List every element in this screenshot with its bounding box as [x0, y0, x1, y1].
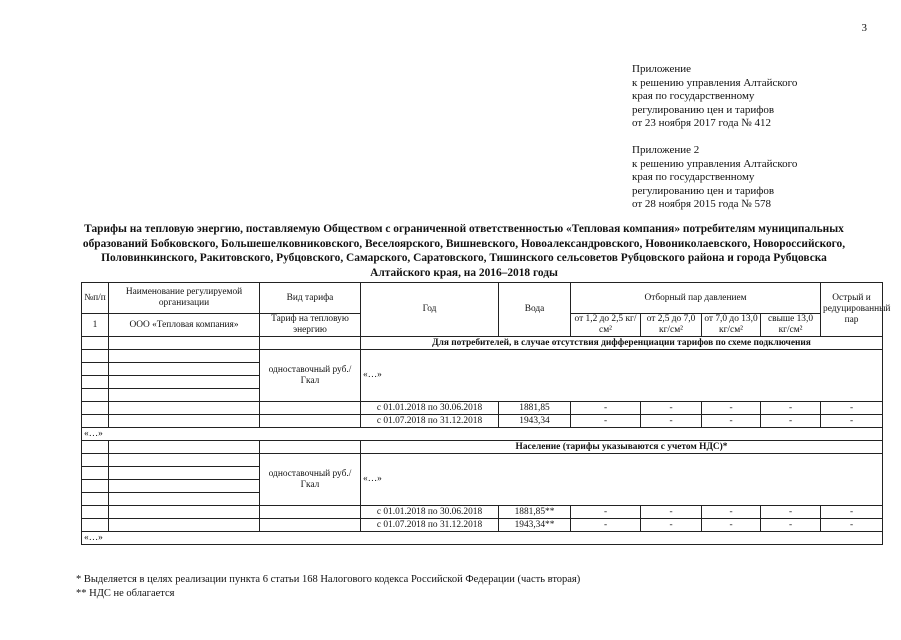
steam-value: - [641, 519, 702, 532]
appendix-1-line: Приложение [632, 63, 692, 75]
water-value: 1881,85** [499, 506, 571, 519]
section-title-row [82, 441, 883, 454]
period: с 01.01.2018 по 30.06.2018 [361, 506, 499, 519]
appendix-1-line: регулированию цен и тарифов [632, 103, 775, 116]
footnote: ** НДС не облагается [76, 588, 175, 599]
col-header-steam-1: от 1,2 до 2,5 кг/см² [571, 314, 641, 337]
steam-value: - [571, 402, 641, 415]
document-title: Тарифы на тепловую энергию, поставляемую Обществом с ограниченной ответственностью «Тепловая компания» потребителям муниципальных образований Бобковского, Большешелковниковского, Веселоярского, Вишневского, Новоалександровского, Новониколаевского, Новороссийского, Половинкинского, Ракитовского, Рубцовского, Самарского, Саратовского, Тишинского сельсоветов Рубцовского района и города Рубцовска Алтайского края, на 2016–2018 годы [82, 223, 846, 279]
sharp-value: - [821, 506, 883, 519]
appendix-2-line: регулированию цен и тарифов [632, 184, 775, 197]
sharp-value: - [821, 415, 883, 428]
col-header-water: Вода [499, 283, 571, 337]
header-row [82, 283, 883, 314]
table-row [82, 415, 883, 428]
steam-value: - [761, 519, 821, 532]
table-row [82, 402, 883, 415]
col-header-tariff-kind: Вид тарифа [260, 283, 361, 314]
ellipsis: «…» [82, 532, 883, 545]
table-row [82, 519, 883, 532]
appendix-block [632, 63, 797, 212]
steam-value: - [641, 506, 702, 519]
col-header-steam-4: свыше 13,0 кг/см² [761, 314, 821, 337]
footnote: * Выделяется в целях реализации пункта 6 статьи 168 Налогового кодекса Российской Федерации (часть вторая) [76, 574, 581, 585]
period: с 01.01.2018 по 30.06.2018 [361, 402, 499, 415]
appendix-2-line: края по государственному [632, 171, 755, 184]
col-header-steam-3: от 7,0 до 13,0 кг/см² [702, 314, 761, 337]
water-value: 1943,34 [499, 415, 571, 428]
org-name: ООО «Тепловая компания» [109, 314, 260, 337]
col-header-num: №п/п [82, 283, 109, 314]
tariff-table [81, 282, 891, 545]
ellipsis: «…» [361, 454, 883, 506]
steam-value: - [702, 402, 761, 415]
steam-value: - [641, 415, 702, 428]
sharp-value: - [821, 519, 883, 532]
ellipsis: «…» [361, 350, 883, 402]
steam-value: - [702, 519, 761, 532]
col-header-steam: Отборный пар давлением [571, 283, 821, 314]
col-header-sharp-steam: Острый и редуцированный пар [821, 283, 883, 337]
steam-value: - [702, 506, 761, 519]
steam-value: - [571, 506, 641, 519]
sharp-value: - [821, 402, 883, 415]
page-number: 3 [861, 22, 867, 34]
tariff-name: Тариф на тепловую энергию [260, 314, 361, 337]
section-title-row [82, 337, 883, 350]
tariff-kind: одноставочный руб./Гкал [260, 454, 361, 506]
period: с 01.07.2018 по 31.12.2018 [361, 519, 499, 532]
col-header-steam-2: от 2,5 до 7,0 кг/см² [641, 314, 702, 337]
steam-value: - [641, 402, 702, 415]
appendix-1-line: края по государственному [632, 90, 755, 103]
col-header-year: Год [361, 283, 499, 337]
appendix-2-line: от 28 ноября 2015 года № 578 [632, 198, 771, 211]
steam-value: - [571, 415, 641, 428]
appendix-1-line: от 23 ноября 2017 года № 412 [632, 117, 771, 130]
period: с 01.07.2018 по 31.12.2018 [361, 415, 499, 428]
appendix-1-line: к решению управления Алтайского [632, 76, 798, 89]
appendix-2-line: Приложение 2 [632, 143, 700, 156]
water-value: 1943,34** [499, 519, 571, 532]
appendix-2-line: к решению управления Алтайского [632, 157, 798, 170]
section-title: Население (тарифы указываются с учетом НДС)* [361, 441, 883, 454]
steam-value: - [702, 415, 761, 428]
col-header-org: Наименование регулируемой организации [109, 283, 260, 314]
org-num: 1 [82, 314, 109, 337]
section-title: Для потребителей, в случае отсутствия дифференциации тарифов по схеме подключения [361, 337, 883, 350]
water-value: 1881,85 [499, 402, 571, 415]
footnotes [76, 573, 580, 601]
steam-value: - [761, 506, 821, 519]
steam-value: - [761, 402, 821, 415]
ellipsis: «…» [82, 428, 883, 441]
tariff-kind: одноставочный руб./Гкал [260, 350, 361, 402]
table-row [82, 506, 883, 519]
steam-value: - [761, 415, 821, 428]
steam-value: - [571, 519, 641, 532]
